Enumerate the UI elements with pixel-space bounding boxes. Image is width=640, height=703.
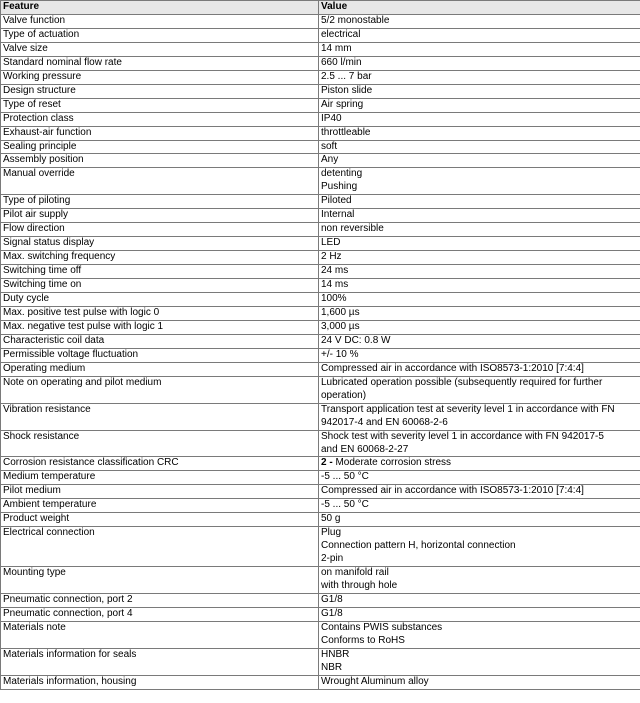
value-cell	[319, 457, 640, 471]
table-row	[1, 471, 640, 485]
table-row	[1, 320, 640, 334]
value-cell	[319, 28, 640, 42]
table-row	[1, 98, 640, 112]
value-line: Shock test with severity level 1 in accordance with FN 942017-5	[321, 430, 604, 442]
feature-cell: Vibration resistance	[1, 403, 319, 430]
table-row	[1, 334, 640, 348]
table-row	[1, 279, 640, 293]
value-line: Transport application test at severity level 1 in accordance with FN	[321, 403, 615, 415]
value-line: G1/8	[321, 607, 343, 619]
feature-cell: Type of piloting	[1, 195, 319, 209]
value-line: -5 ... 50 °C	[321, 471, 369, 483]
value-cell	[319, 362, 640, 376]
value-cell	[319, 195, 640, 209]
value-line: 2.5 ... 7 bar	[321, 70, 372, 82]
value-line: 24 V DC: 0.8 W	[321, 334, 391, 346]
value-line: 14 ms	[321, 279, 349, 291]
feature-cell: Exhaust-air function	[1, 126, 319, 140]
table-row	[1, 251, 640, 265]
table-row	[1, 607, 640, 621]
value-line: HNBR	[321, 648, 350, 660]
value-cell	[319, 126, 640, 140]
table-row	[1, 223, 640, 237]
feature-cell: Pilot medium	[1, 485, 319, 499]
table-row	[1, 485, 640, 499]
value-cell	[319, 376, 640, 403]
value-cell	[319, 209, 640, 223]
value-line: G1/8	[321, 593, 343, 605]
table-row	[1, 84, 640, 98]
table-row	[1, 457, 640, 471]
value-cell	[319, 14, 640, 28]
value-cell	[319, 42, 640, 56]
feature-cell: Max. switching frequency	[1, 251, 319, 265]
table-row	[1, 513, 640, 527]
table-row	[1, 430, 640, 457]
value-line: Piloted	[321, 195, 352, 207]
feature-cell: Switching time off	[1, 265, 319, 279]
value-line: Plug	[321, 527, 342, 539]
value-line: soft	[321, 140, 338, 152]
table-row	[1, 140, 640, 154]
feature-cell: Manual override	[1, 168, 319, 195]
table-row	[1, 154, 640, 168]
feature-cell: Note on operating and pilot medium	[1, 376, 319, 403]
value-cell	[319, 98, 640, 112]
feature-cell: Valve size	[1, 42, 319, 56]
value-line: 50 g	[321, 513, 341, 525]
value-line: 100%	[321, 293, 347, 305]
value-cell	[319, 567, 640, 594]
value-line: 660 l/min	[321, 56, 362, 68]
value-cell	[319, 237, 640, 251]
feature-cell: Ambient temperature	[1, 499, 319, 513]
table-row	[1, 675, 640, 689]
table-row	[1, 593, 640, 607]
feature-cell: Signal status display	[1, 237, 319, 251]
value-cell	[319, 348, 640, 362]
value-cell	[319, 112, 640, 126]
value-cell	[319, 56, 640, 70]
table-row	[1, 527, 640, 567]
feature-cell: Duty cycle	[1, 293, 319, 307]
table-row	[1, 195, 640, 209]
value-cell	[319, 621, 640, 648]
value-cell	[319, 403, 640, 430]
value-cell	[319, 675, 640, 689]
feature-cell: Mounting type	[1, 567, 319, 594]
feature-cell: Flow direction	[1, 223, 319, 237]
feature-cell: Type of reset	[1, 98, 319, 112]
feature-cell: Medium temperature	[1, 471, 319, 485]
feature-cell: Working pressure	[1, 70, 319, 84]
table-row	[1, 306, 640, 320]
table-row	[1, 648, 640, 675]
feature-cell: Materials information for seals	[1, 648, 319, 675]
value-line: Pushing	[321, 181, 358, 193]
feature-cell: Permissible voltage fluctuation	[1, 348, 319, 362]
value-line: NBR	[321, 661, 343, 673]
value-line: 2 Hz	[321, 251, 342, 263]
value-line: Compressed air in accordance with ISO8573-1:2010 [7:4:4]	[321, 362, 584, 374]
value-line: Air spring	[321, 98, 364, 110]
value-column-header: Value	[319, 1, 640, 15]
table-row	[1, 42, 640, 56]
value-line: detenting	[321, 168, 363, 180]
table-row	[1, 499, 640, 513]
value-line: with through hole	[321, 580, 398, 592]
value-line: IP40	[321, 112, 342, 124]
value-cell	[319, 70, 640, 84]
value-line: Internal	[321, 209, 355, 221]
value-line: Lubricated operation possible (subsequently required for further	[321, 376, 603, 388]
value-cell	[319, 499, 640, 513]
table-row	[1, 14, 640, 28]
value-line: -5 ... 50 °C	[321, 499, 369, 511]
value-cell	[319, 265, 640, 279]
table-row	[1, 621, 640, 648]
table-row	[1, 237, 640, 251]
feature-cell: Max. positive test pulse with logic 0	[1, 306, 319, 320]
value-line: Any	[321, 154, 339, 166]
value-line: 2-pin	[321, 553, 344, 565]
value-line: Piston slide	[321, 84, 373, 96]
feature-cell: Materials note	[1, 621, 319, 648]
feature-cell: Operating medium	[1, 362, 319, 376]
feature-cell: Switching time on	[1, 279, 319, 293]
value-line: throttleable	[321, 126, 371, 138]
table-row	[1, 56, 640, 70]
table-row	[1, 348, 640, 362]
feature-cell: Shock resistance	[1, 430, 319, 457]
feature-column-header: Feature	[1, 1, 319, 15]
value-cell	[319, 84, 640, 98]
table-row	[1, 28, 640, 42]
value-cell	[319, 154, 640, 168]
value-cell	[319, 607, 640, 621]
value-cell	[319, 320, 640, 334]
value-line: 942017-4 and EN 60068-2-6	[321, 416, 448, 428]
table-row	[1, 70, 640, 84]
value-cell	[319, 279, 640, 293]
crc-class-number: 2 -	[321, 457, 333, 469]
feature-cell: Design structure	[1, 84, 319, 98]
value-line: 2 - Moderate corrosion stress	[321, 457, 452, 469]
table-row	[1, 293, 640, 307]
value-cell	[319, 168, 640, 195]
feature-cell: Corrosion resistance classification CRC	[1, 457, 319, 471]
table-row	[1, 168, 640, 195]
value-line: Wrought Aluminum alloy	[321, 675, 429, 687]
value-cell	[319, 593, 640, 607]
value-cell	[319, 513, 640, 527]
value-cell	[319, 527, 640, 567]
value-cell	[319, 306, 640, 320]
value-line: on manifold rail	[321, 567, 389, 579]
value-line: LED	[321, 237, 341, 249]
feature-cell: Characteristic coil data	[1, 334, 319, 348]
table-row	[1, 376, 640, 403]
value-cell	[319, 223, 640, 237]
table-row	[1, 112, 640, 126]
feature-cell: Pilot air supply	[1, 209, 319, 223]
value-line: 1,600 µs	[321, 306, 360, 318]
feature-cell: Pneumatic connection, port 2	[1, 593, 319, 607]
feature-cell: Type of actuation	[1, 28, 319, 42]
value-cell	[319, 648, 640, 675]
table-row	[1, 362, 640, 376]
feature-cell: Materials information, housing	[1, 675, 319, 689]
value-line: operation)	[321, 389, 367, 401]
feature-cell: Standard nominal flow rate	[1, 56, 319, 70]
feature-cell: Product weight	[1, 513, 319, 527]
feature-cell: Pneumatic connection, port 4	[1, 607, 319, 621]
value-cell	[319, 293, 640, 307]
value-line: Compressed air in accordance with ISO8573-1:2010 [7:4:4]	[321, 485, 584, 497]
value-cell	[319, 334, 640, 348]
value-cell	[319, 430, 640, 457]
value-cell	[319, 471, 640, 485]
value-line: 3,000 µs	[321, 320, 360, 332]
table-row	[1, 265, 640, 279]
feature-cell: Max. negative test pulse with logic 1	[1, 320, 319, 334]
value-line: Conforms to RoHS	[321, 634, 405, 646]
feature-cell: Valve function	[1, 14, 319, 28]
table-row	[1, 567, 640, 594]
table-row	[1, 209, 640, 223]
value-cell	[319, 485, 640, 499]
value-line: 14 mm	[321, 42, 352, 54]
value-line: 24 ms	[321, 265, 349, 277]
value-line: 5/2 monostable	[321, 14, 390, 26]
value-cell	[319, 140, 640, 154]
table-body	[1, 14, 640, 689]
feature-cell: Assembly position	[1, 154, 319, 168]
table-row	[1, 126, 640, 140]
value-line: and EN 60068-2-27	[321, 443, 409, 455]
value-line: Contains PWIS substances	[321, 621, 443, 633]
value-line: +/- 10 %	[321, 348, 359, 360]
value-line: electrical	[321, 28, 361, 40]
table-row	[1, 403, 640, 430]
feature-cell: Protection class	[1, 112, 319, 126]
header-row	[1, 1, 640, 15]
feature-cell: Electrical connection	[1, 527, 319, 567]
value-line: non reversible	[321, 223, 384, 235]
value-line: Connection pattern H, horizontal connection	[321, 540, 516, 552]
feature-cell: Sealing principle	[1, 140, 319, 154]
value-cell	[319, 251, 640, 265]
